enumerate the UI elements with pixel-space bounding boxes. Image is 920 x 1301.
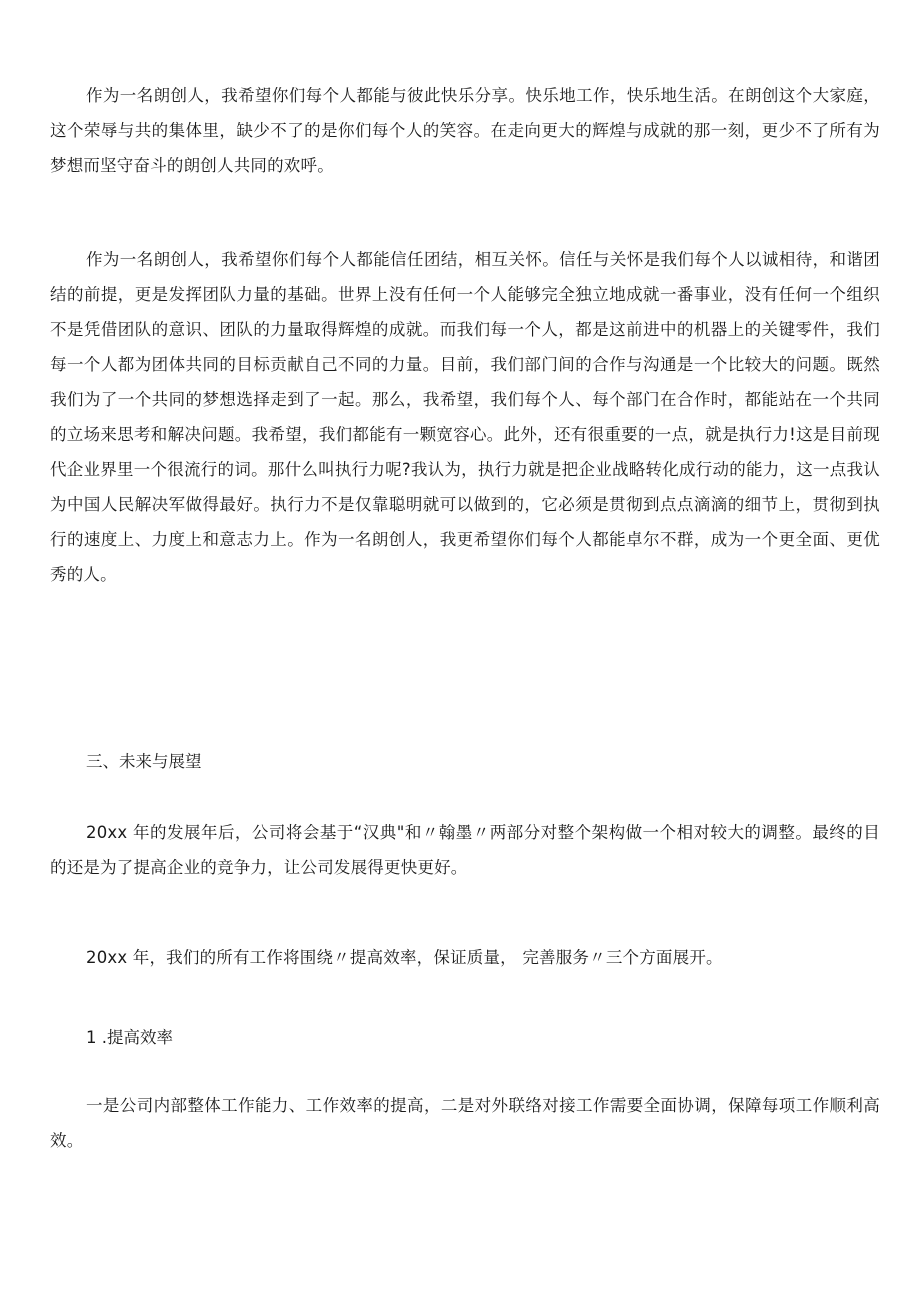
paragraph-efficiency-detail: 一是公司内部整体工作能力、工作效率的提高，二是对外联络对接工作需要全面协调，保障每项工作顺利高效。 bbox=[50, 1096, 880, 1150]
section-heading-future: 三、未来与展望 bbox=[86, 752, 202, 771]
paragraph-work-focus: 20xx 年，我们的所有工作将围绕〃提高效率，保证质量， 完善服务〃三个方面展开。 bbox=[86, 948, 723, 967]
paragraph-restructure: 20xx 年的发展年后，公司将会基于“汉典"和〃翰墨〃两部分对整个架构做一个相对较大的调整。最终的目的还是为了提高企业的竞争力，让公司发展得更快更好。 bbox=[50, 823, 880, 877]
paragraph-trust-unity: 作为一名朗创人，我希望你们每个人都能信任团结，相互关怀。信任与关怀是我们每个人以诚相待，和谐团结的前提，更是发挥团队力量的基础。世界上没有任何一个人能够完全独立地成就一番事业，没有任何一个组织不是凭借团队的意识、团队的力量取得辉煌的成就。而我们每一个人，都是这前进中的机器上的关键零件，我们每一个人都为团体共同的目标贡献自己不同的力量。目前，我们部门间的合作与沟通是一个比较大的问题。既然我们为了一个共同的梦想选择走到了一起。那么，我希望，我们每个人、每个部门在合作时，都能站在一个共同的立场来思考和解决问题。我希望，我们都能有一颗宽容心。此外，还有很重要的一点，就是执行力!这是目前现代企业界里一个很流行的词。那什么叫执行力呢?我认为，执行力就是把企业战略转化成行动的能力，这一点我认为中国人民解决军做得最好。执行力不是仅靠聪明就可以做到的，它必须是贯彻到点点滴滴的细节上，贯彻到执行的速度上、力度上和意志力上。作为一名朗创人，我更希望你们每个人都能卓尔不群，成为一个更全面、更优秀的人。 bbox=[50, 250, 880, 584]
subheading-efficiency: 1 .提高效率 bbox=[86, 1028, 173, 1047]
paragraph-share-happiness: 作为一名朗创人，我希望你们每个人都能与彼此快乐分享。快乐地工作，快乐地生活。在朗创这个大家庭，这个荣辱与共的集体里，缺少不了的是你们每个人的笑容。在走向更大的辉煌与成就的那一刻，更少不了所有为梦想而坚守奋斗的朗创人共同的欢呼。 bbox=[50, 86, 880, 175]
